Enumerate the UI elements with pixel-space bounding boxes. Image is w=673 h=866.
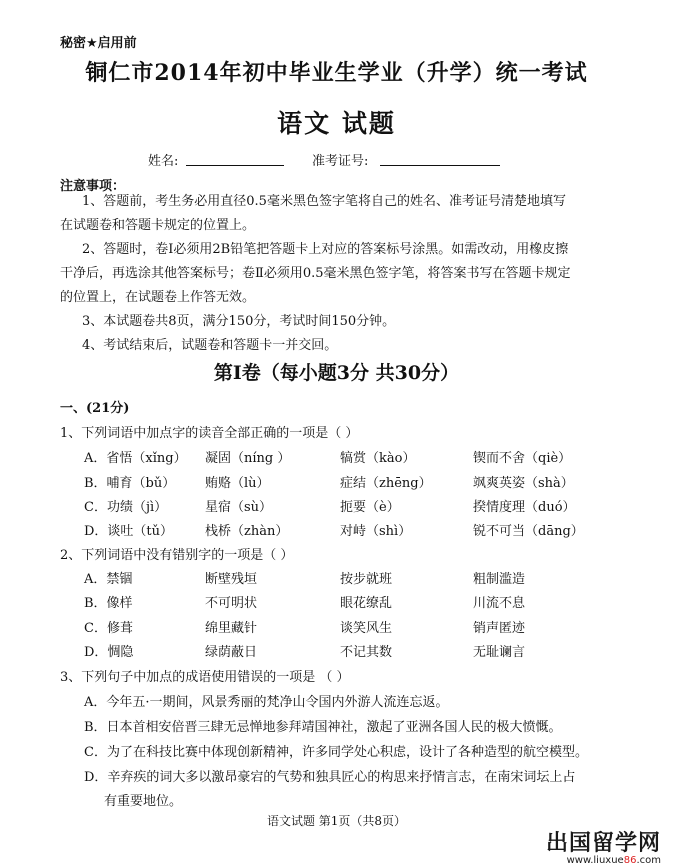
option-cell: 揆情度理（duó） (473, 500, 576, 515)
exam-title: 铜仁市2014年初中毕业生学业（升学）统一考试 (85, 60, 588, 86)
option-cell: 扼要（è） (340, 500, 400, 515)
option-cell: 绵里藏针 (205, 621, 258, 636)
part-heading: 一、(21分) (60, 401, 130, 416)
option-cell: 贿赂（lù） (205, 476, 270, 491)
option-line: 有重要地位。 (104, 794, 183, 809)
option-cell: 对峙（shì） (340, 524, 412, 539)
watermark-title: 出国留学网 (545, 831, 661, 856)
note-line: 干净后，再选涂其他答案标号；卷Ⅱ必须用0.5毫米黑色签字笔，将答案书写在答题卡规定 (60, 266, 571, 281)
option-cell: B．像样 (84, 596, 133, 611)
note-line: 3、本试题卷共8页，满分150分，考试时间150分钟。 (82, 314, 396, 329)
name-label: 姓名: (148, 154, 179, 169)
option-cell: A．禁锢 (84, 572, 133, 587)
subject-title: 语文 试题 (277, 109, 396, 138)
note-line: 1、答题前，考生务必用直径0.5毫米黑色签字笔将自己的姓名、准考证号清楚地填写 (82, 194, 566, 209)
question-stem: 2、下列词语中没有错别字的一项是（ ） (60, 548, 294, 563)
option-cell: D．谈吐（tǔ） (84, 524, 174, 539)
option-cell: 不记其数 (340, 645, 393, 660)
notes-heading: 注意事项： (60, 179, 126, 194)
option-cell: 绿荫蔽日 (205, 645, 258, 660)
watermark-url-suffix: .com (636, 855, 661, 866)
option-cell: 锐不可当（dāng） (473, 524, 584, 539)
option-cell: 凝固（níng ） (205, 451, 291, 466)
option-line: B．日本首相安倍晋三肆无忌惮地参拜靖国神社，激起了亚洲各国人民的极大愤慨。 (84, 720, 562, 735)
option-cell: 谈笑风生 (340, 621, 393, 636)
option-cell: 川流不息 (473, 596, 526, 611)
option-cell: 按步就班 (340, 572, 393, 587)
option-cell: 断壁残垣 (205, 572, 258, 587)
note-line: 2、答题时，卷Ⅰ必须用2B铅笔把答题卡上对应的答案标号涂黑。如需改动，用橡皮擦 (82, 242, 569, 257)
question-stem: 3、下列句子中加点的成语使用错误的一项是 （ ） (60, 670, 350, 685)
option-line: C．为了在科技比赛中体现创新精神，许多同学处心积虑，设计了各种造型的航空模型。 (84, 745, 588, 760)
option-cell: 栈桥（zhàn） (205, 524, 289, 539)
exam-id-blank[interactable] (380, 165, 500, 166)
option-cell: B．哺育（bǔ） (84, 476, 176, 491)
option-cell: C．功绩（jì） (84, 500, 168, 515)
note-line: 4、考试结束后，试题卷和答题卡一并交回。 (82, 338, 338, 353)
option-line: D．辛弃疾的词大多以激昂豪宕的气势和独具匠心的构思来抒情言志，在南宋词坛上占 (84, 770, 576, 785)
option-cell: C．修葺 (84, 621, 133, 636)
watermark-url-highlight: 86 (623, 855, 637, 866)
option-cell: 粗制滥造 (473, 572, 526, 587)
option-cell: 症结（zhēng） (340, 476, 432, 491)
option-cell: D．惆隐 (84, 645, 134, 660)
option-cell: 锲而不舍（qiè） (473, 451, 572, 466)
option-cell: 犒赏（kào） (340, 451, 416, 466)
option-cell: 星宿（sù） (205, 500, 273, 515)
exam-id-label: 准考证号: (312, 154, 369, 169)
confidential-label: 秘密★启用前 (60, 36, 137, 51)
question-stem: 1、下列词语中加点字的读音全部正确的一项是（ ） (60, 426, 359, 441)
option-cell: 不可明状 (205, 596, 258, 611)
option-cell: 无耻谰言 (473, 645, 526, 660)
note-line: 在试题卷和答题卡规定的位置上。 (60, 218, 256, 233)
watermark-url-prefix: www.liuxue (566, 855, 624, 866)
name-blank[interactable] (186, 165, 284, 166)
option-cell: 飒爽英姿（shà） (473, 476, 574, 491)
option-cell: 眼花缭乱 (340, 596, 393, 611)
option-line: A．今年五·一期间，风景秀丽的梵净山令国内外游人流连忘返。 (84, 695, 449, 710)
watermark (546, 826, 661, 866)
page-footer: 语文试题 第1页（共8页） (266, 814, 407, 828)
section-title: 第Ⅰ卷（每小题3分 共30分） (213, 362, 460, 384)
option-cell: 销声匿迹 (473, 621, 526, 636)
note-line: 的位置上，在试题卷上作答无效。 (60, 290, 256, 305)
option-cell: A．省悟（xǐng） (84, 451, 187, 466)
